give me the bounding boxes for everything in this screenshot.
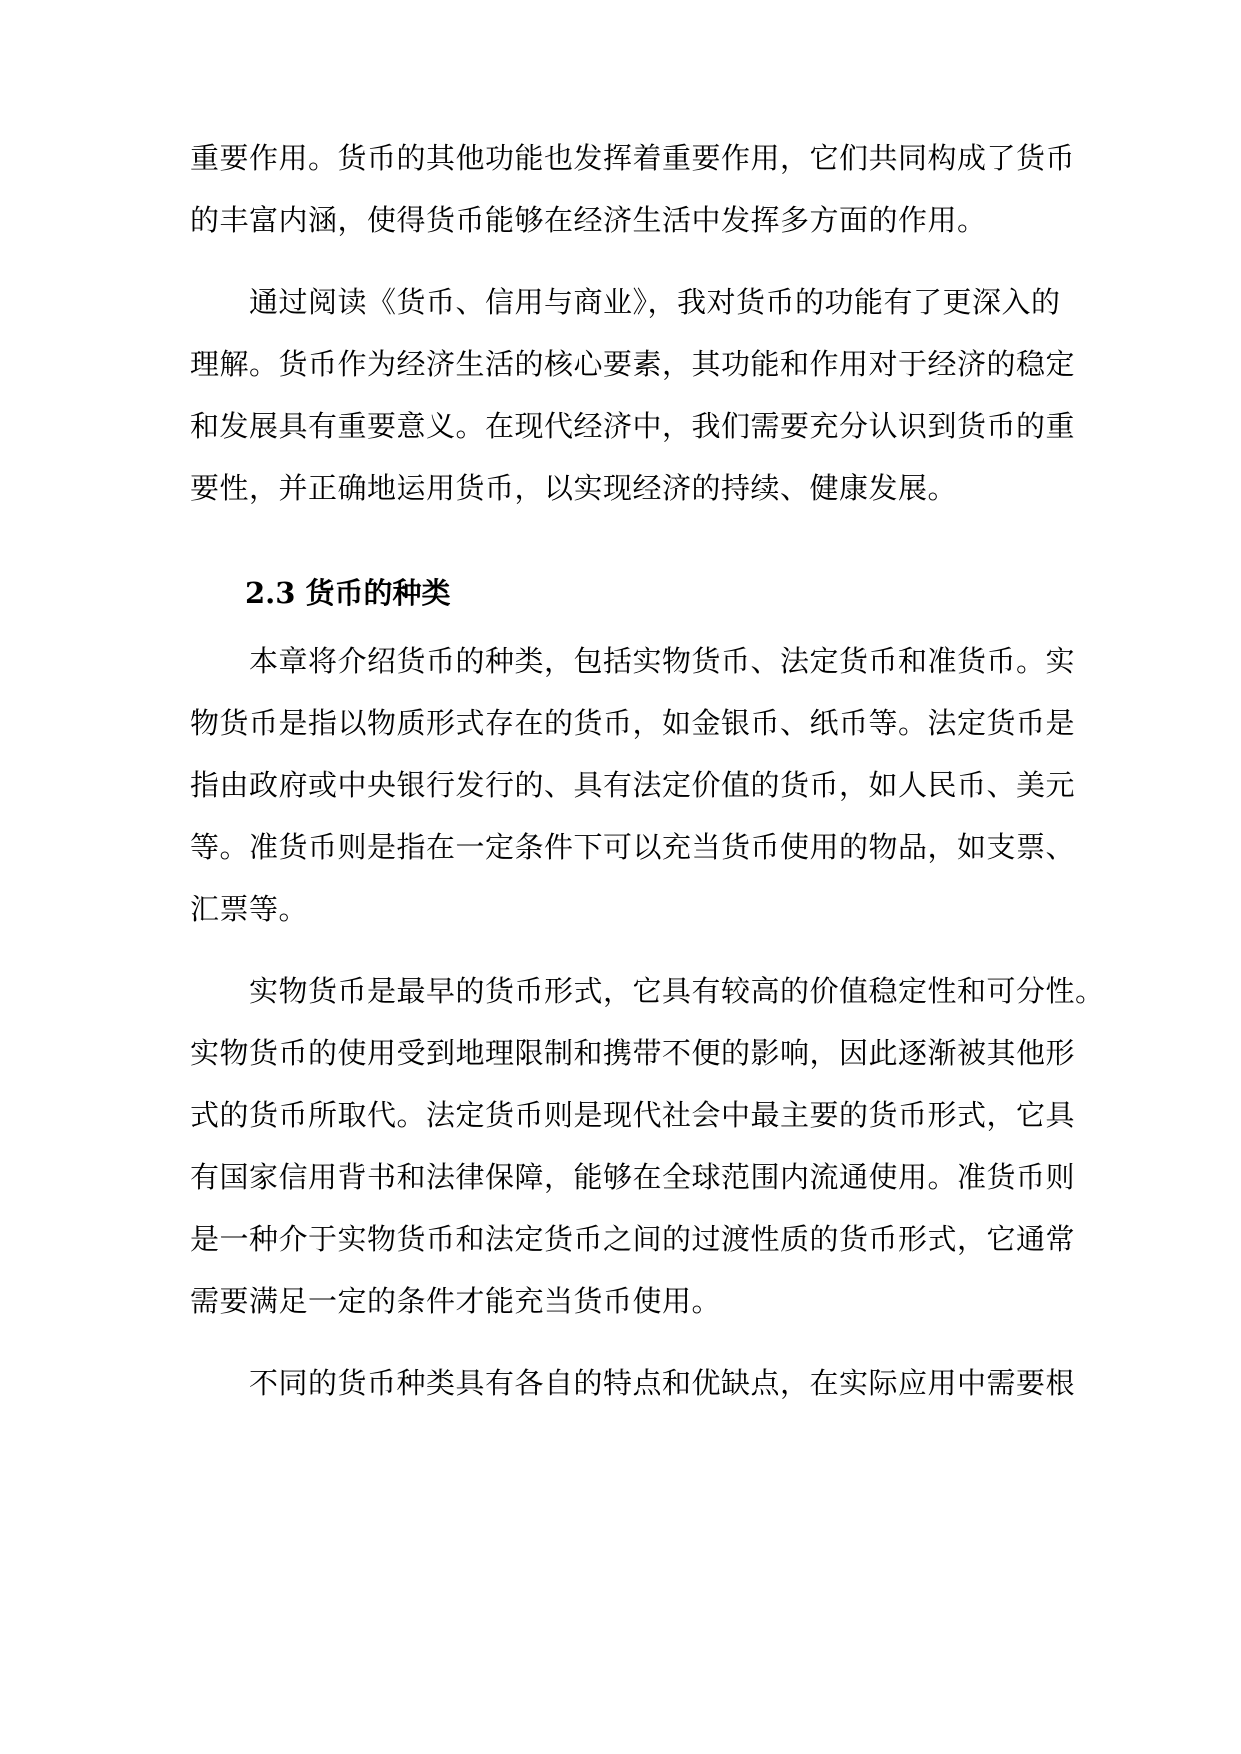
paragraph-line: 是一种介于实物货币和法定货币之间的过渡性质的货币形式，它通常 [190, 1222, 1076, 1256]
paragraph-line: 需要满足一定的条件才能充当货币使用。 [190, 1284, 722, 1318]
paragraph-line: 理解。货币作为经济生活的核心要素，其功能和作用对于经济的稳定 [190, 347, 1076, 381]
section-heading: 2.3 货币的种类 [245, 576, 451, 610]
paragraph-line: 要性，并正确地运用货币，以实现经济的持续、健康发展。 [190, 471, 958, 505]
paragraph-line: 不同的货币种类具有各自的特点和优缺点，在实际应用中需要根 [190, 1366, 1076, 1400]
paragraph-line: 通过阅读《货币、信用与商业》，我对货币的功能有了更深入的 [190, 285, 1061, 319]
paragraph-line: 等。准货币则是指在一定条件下可以充当货币使用的物品，如支票、 [190, 830, 1076, 864]
paragraph-line: 有国家信用背书和法律保障，能够在全球范围内流通使用。准货币则 [190, 1160, 1076, 1194]
paragraph-line: 本章将介绍货币的种类，包括实物货币、法定货币和准货币。实 [190, 644, 1076, 678]
paragraph-line: 重要作用。货币的其他功能也发挥着重要作用，它们共同构成了货币 [190, 141, 1076, 175]
paragraph-line: 式的货币所取代。法定货币则是现代社会中最主要的货币形式，它具 [190, 1098, 1076, 1132]
paragraph-line: 汇票等。 [190, 892, 309, 926]
paragraph-line: 实物货币是最早的货币形式，它具有较高的价值稳定性和可分性。 [190, 974, 1105, 1008]
paragraph-line: 指由政府或中央银行发行的、具有法定价值的货币，如人民币、美元 [190, 768, 1076, 802]
paragraph-line: 和发展具有重要意义。在现代经济中，我们需要充分认识到货币的重 [190, 409, 1076, 443]
paragraph-line: 实物货币的使用受到地理限制和携带不便的影响，因此逐渐被其他形 [190, 1036, 1076, 1070]
paragraph-line: 物货币是指以物质形式存在的货币，如金银币、纸币等。法定货币是 [190, 706, 1076, 740]
paragraph-line: 的丰富内涵，使得货币能够在经济生活中发挥多方面的作用。 [190, 203, 987, 237]
